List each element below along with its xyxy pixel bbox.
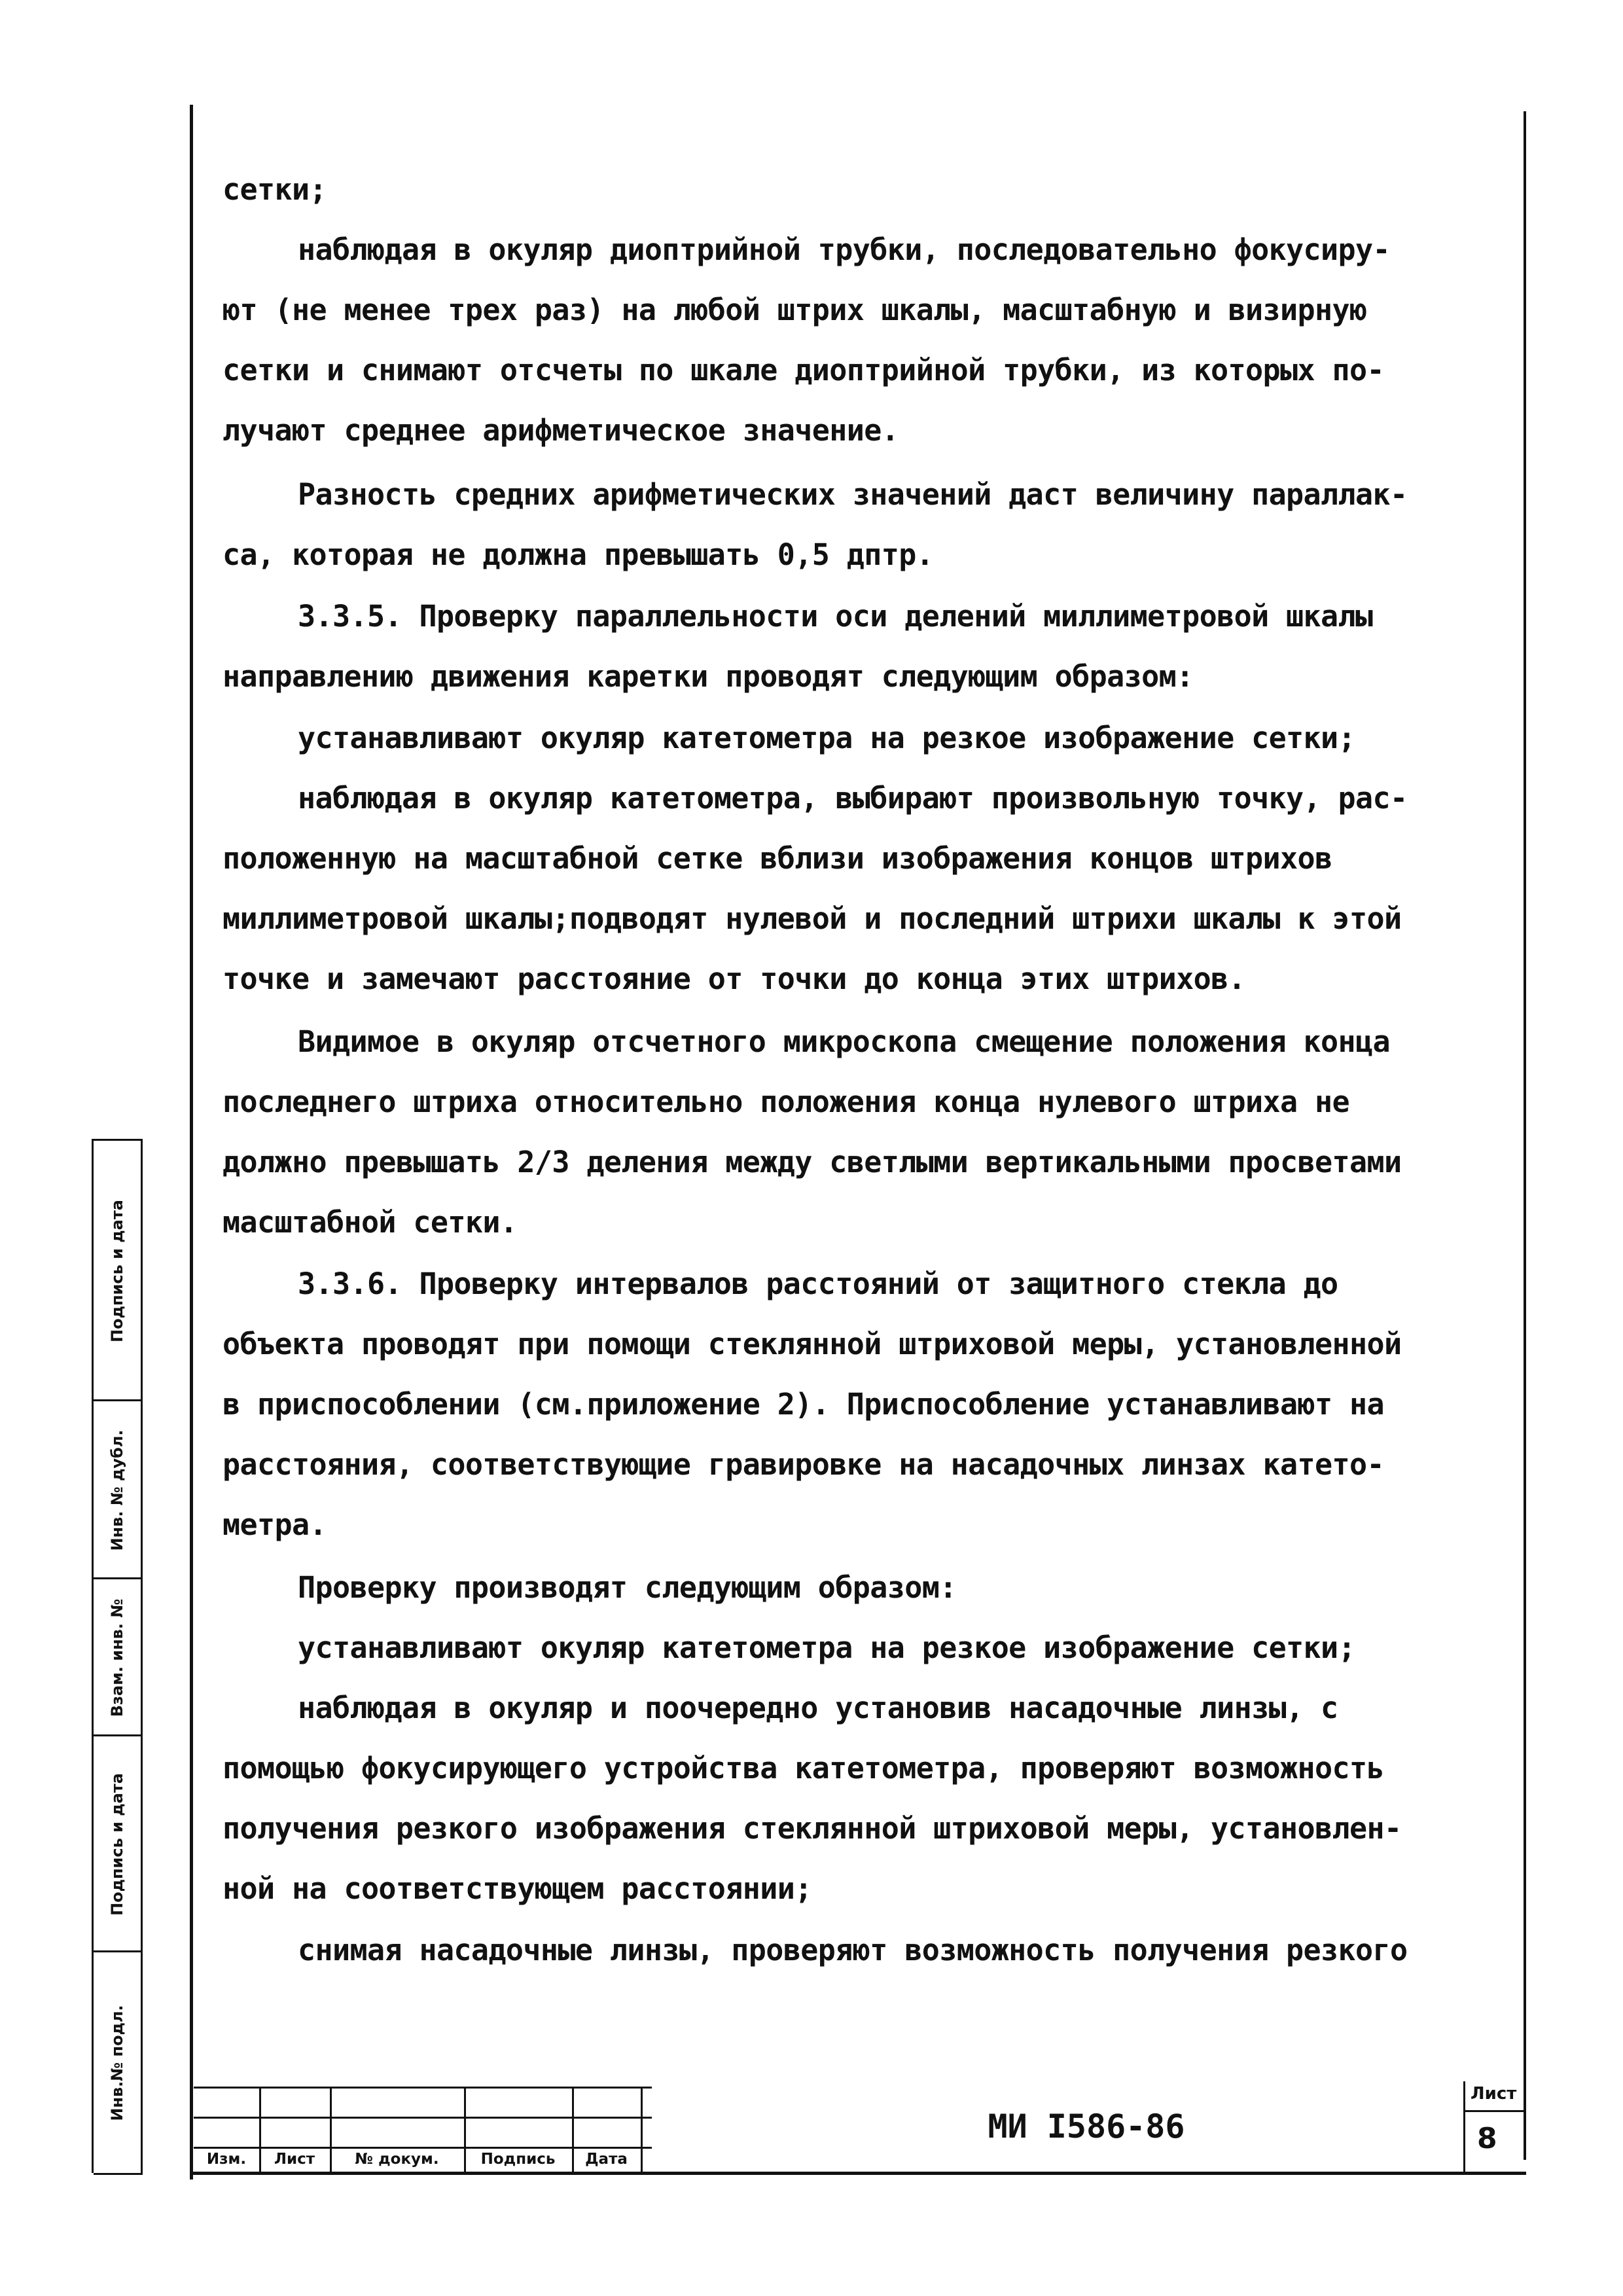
title-block-header-row bbox=[194, 2147, 652, 2172]
margin-stamp-frame bbox=[92, 1139, 185, 2173]
text-line: 3.3.6. Проверку интервалов расстояний от защитного стекла до bbox=[298, 1266, 1338, 1301]
margin-label: Взам. инв. № bbox=[108, 1598, 126, 1717]
text-line: Проверку производят следующим образом: bbox=[298, 1570, 957, 1605]
text-line: устанавливают окуляр катетометра на резкое изображение сетки; bbox=[298, 1630, 1356, 1665]
text-line: миллиметровой шкалы;подводят нулевой и последний штрихи шкалы к этой bbox=[223, 901, 1402, 936]
text-line: сетки и снимают отсчеты по шкале диоптрийной трубки, из которых по- bbox=[223, 353, 1384, 387]
margin-label: Инв.№ подл. bbox=[108, 2004, 126, 2121]
text-line: помощью фокусирующего устройства катетометра, проверяют возможность bbox=[223, 1751, 1384, 1785]
sheet-divider bbox=[1465, 2110, 1525, 2112]
text-line: точке и замечают расстояние от точки до конца этих штрихов. bbox=[223, 961, 1246, 996]
sheet-number: 8 bbox=[1477, 2122, 1497, 2155]
title-block-table bbox=[194, 2087, 652, 2172]
document-code: МИ I586-86 bbox=[988, 2108, 1185, 2145]
header-date: Дата bbox=[585, 2151, 628, 2168]
text-line: наблюдая в окуляр и поочередно установив насадочные линзы, с bbox=[298, 1691, 1338, 1725]
text-line: Видимое в окуляр отсчетного микроскопа смещение положения конца bbox=[298, 1024, 1391, 1059]
text-line: последнего штриха относительно положения конца нулевого штриха не bbox=[223, 1085, 1349, 1119]
text-line: в приспособлении (см.приложение 2). Приспособление устанавливают на bbox=[223, 1387, 1384, 1422]
text-line: должно превышать 2/3 деления между светлыми вертикальными просветами bbox=[223, 1145, 1402, 1179]
margin-cell-duplicate-inventory bbox=[94, 1399, 143, 1579]
margin-cell-replacement-inventory bbox=[94, 1577, 143, 1736]
sheet-number-box bbox=[1463, 2081, 1525, 2173]
margin-cell-signature-date-2 bbox=[94, 1734, 143, 1952]
text-line: получения резкого изображения стеклянной штриховой меры, установлен- bbox=[223, 1811, 1402, 1846]
text-line: масштабной сетки. bbox=[223, 1205, 518, 1240]
text-line: метра. bbox=[223, 1507, 327, 1542]
text-line: направлению движения каретки проводят следующим образом: bbox=[223, 659, 1194, 694]
text-line: положенную на масштабной сетке вблизи изображения концов штрихов bbox=[223, 841, 1332, 876]
margin-cell-signature-date bbox=[94, 1139, 143, 1401]
text-line: лучают среднее арифметическое значение. bbox=[223, 413, 899, 448]
header-signature: Подпись bbox=[480, 2151, 556, 2168]
text-line: устанавливают окуляр катетометра на резкое изображение сетки; bbox=[298, 721, 1356, 755]
margin-label: Подпись и дата bbox=[108, 1200, 126, 1342]
page-frame-bottom bbox=[190, 2172, 1526, 2175]
margin-label: Подпись и дата bbox=[108, 1773, 126, 1916]
margin-stamp bbox=[85, 1139, 183, 2173]
page-frame-left bbox=[190, 105, 193, 2179]
sheet-label: Лист bbox=[1471, 2084, 1517, 2104]
text-line: объекта проводят при помощи стеклянной штриховой меры, установленной bbox=[223, 1327, 1402, 1361]
text-line: Разность средних арифметических значений даст величину параллак- bbox=[298, 477, 1408, 512]
text-line: наблюдая в окуляр диоптрийной трубки, последовательно фокусиру- bbox=[298, 232, 1391, 267]
text-line: расстояния, соответствующие гравировке на насадочных линзах катето- bbox=[223, 1447, 1384, 1482]
text-line: ют (не менее трех раз) на любой штрих шкалы, масштабную и визирную bbox=[223, 293, 1367, 327]
page-frame-right bbox=[1524, 111, 1526, 2160]
header-change: Изм. bbox=[206, 2151, 247, 2168]
text-line: 3.3.5. Проверку параллельности оси делений миллиметровой шкалы bbox=[298, 599, 1373, 634]
text-line: снимая насадочные линзы, проверяют возможность получения резкого bbox=[298, 1933, 1408, 1967]
header-document-number: № докум. bbox=[355, 2151, 439, 2168]
text-line: сетки; bbox=[223, 172, 327, 207]
table-rule bbox=[194, 2087, 652, 2089]
header-sheet: Лист bbox=[274, 2151, 315, 2168]
text-line: ной на соответствующем расстоянии; bbox=[223, 1871, 812, 1906]
margin-cell-original-inventory bbox=[94, 1950, 143, 2175]
text-line: наблюдая в окуляр катетометра, выбирают произвольную точку, рас- bbox=[298, 781, 1408, 816]
margin-label: Инв. № дубл. bbox=[108, 1429, 126, 1551]
text-line: са, которая не должна превышать 0,5 дптр. bbox=[223, 537, 934, 572]
table-rule bbox=[194, 2117, 652, 2119]
